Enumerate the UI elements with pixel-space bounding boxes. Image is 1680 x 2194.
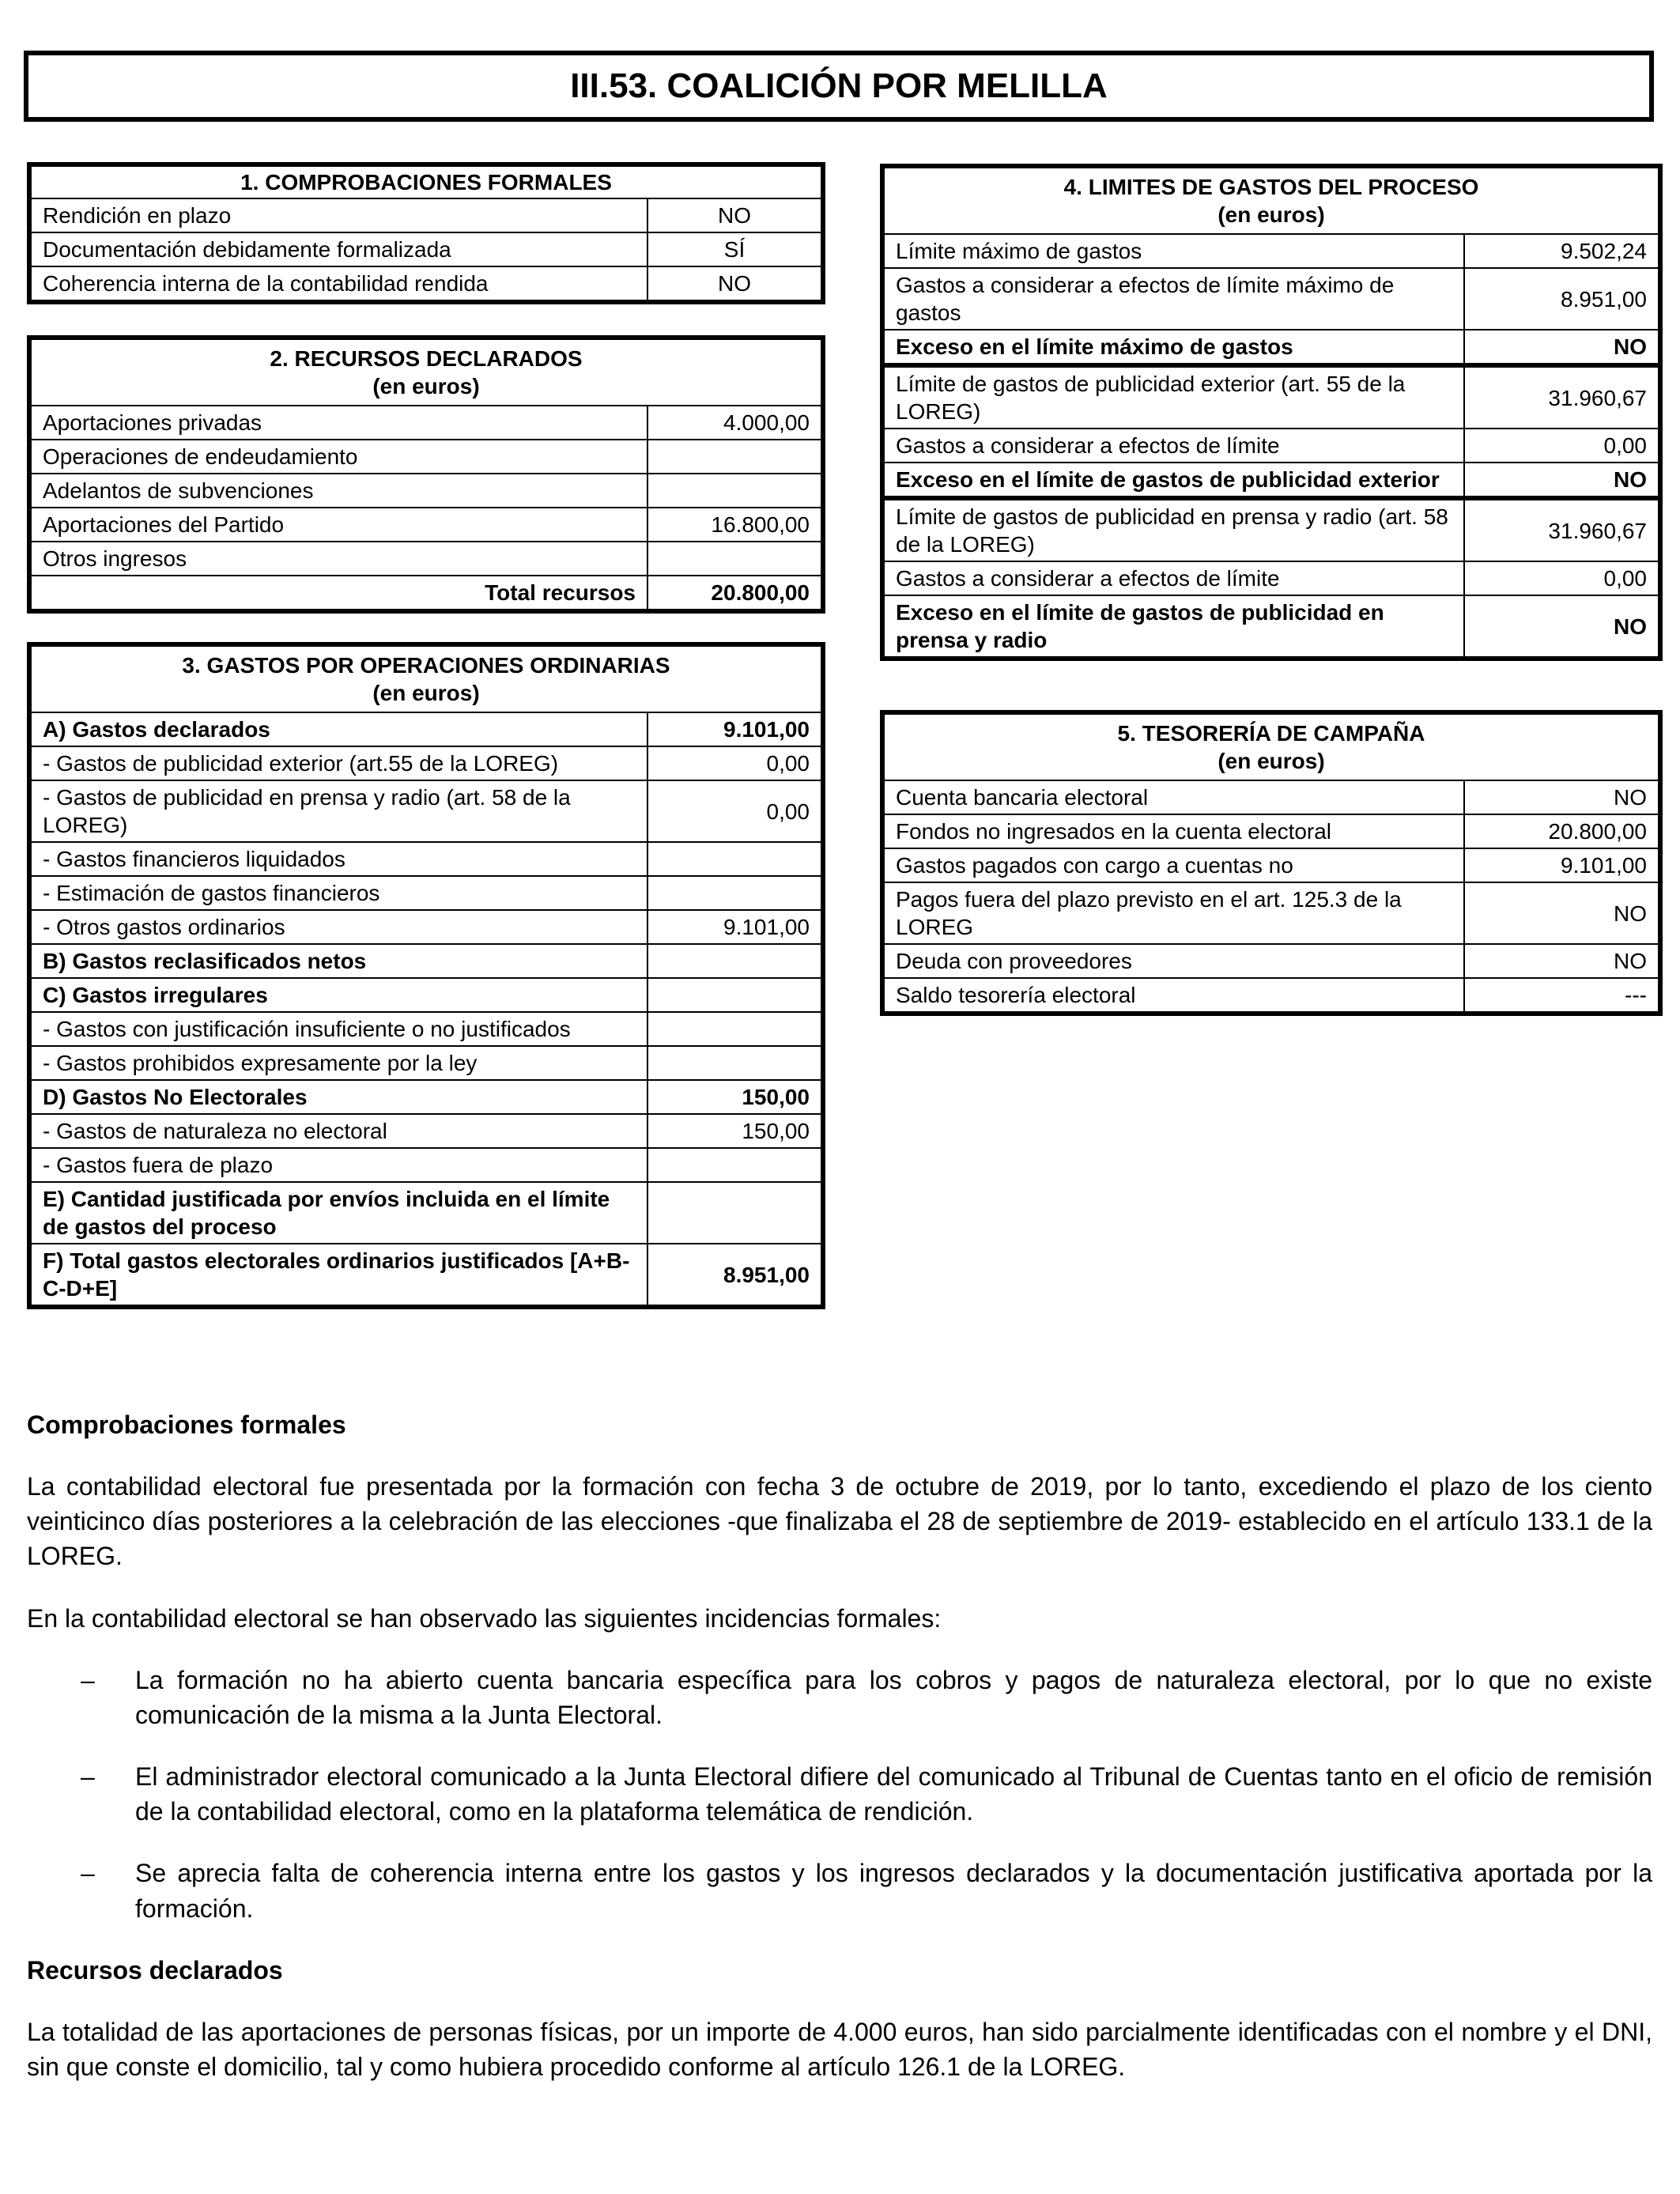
row-value: 0,00 [647, 746, 823, 780]
row-label: Saldo tesorería electoral [882, 978, 1464, 1014]
dash-bullet: – [81, 1859, 95, 1888]
dash-bullet: – [81, 1665, 95, 1694]
table-row [29, 1148, 823, 1182]
table-heading: 5. TESORERÍA DE CAMPAÑA [1117, 721, 1425, 746]
row-value: NO [1464, 595, 1660, 659]
table-row [882, 330, 1660, 365]
row-value: 4.000,00 [647, 406, 823, 440]
row-value: NO [1464, 944, 1660, 978]
row-label: Pagos fuera del plazo previsto en el art. 125.3 de la LOREG [882, 882, 1464, 944]
row-value: 16.800,00 [647, 508, 823, 542]
row-value [647, 876, 823, 910]
row-label: E) Cantidad justificada por envíos incluida en el límite de gastos del proceso [29, 1182, 647, 1244]
row-label: F) Total gastos electorales ordinarios justificados [A+B-C-D+E] [29, 1244, 647, 1307]
table-row [882, 365, 1660, 429]
formal-checks-table [27, 162, 825, 304]
ordinary-expenses-table [27, 642, 825, 1309]
table-row [29, 440, 823, 474]
table-row [29, 406, 823, 440]
incidents-list [27, 1663, 1652, 1926]
row-value: 8.951,00 [1464, 268, 1660, 330]
row-label: - Gastos financieros liquidados [29, 842, 647, 876]
row-value: 31.960,67 [1464, 365, 1660, 429]
row-label: Operaciones de endeudamiento [29, 440, 647, 474]
row-label: Aportaciones privadas [29, 406, 647, 440]
row-label: Otros ingresos [29, 542, 647, 576]
table-row [882, 234, 1660, 268]
row-value: NO [1464, 780, 1660, 814]
list-item-text: El administrador electoral comunicado a la Junta Electoral difiere del comunicado al Tribunal de Cuentas tanto en el oficio de remisión de la contabilidad electoral, como en la plataforma telemática de rendición. [135, 1762, 1652, 1826]
row-value [647, 842, 823, 876]
table-row [882, 814, 1660, 848]
row-value: 8.951,00 [647, 1244, 823, 1307]
row-value: NO [1464, 463, 1660, 498]
table-heading: 3. GASTOS POR OPERACIONES ORDINARIAS [182, 653, 670, 678]
row-label: Exceso en el límite máximo de gastos [882, 330, 1464, 365]
row-label: Deuda con proveedores [882, 944, 1464, 978]
table-row [882, 978, 1660, 1014]
row-value: 9.101,00 [647, 910, 823, 944]
body-text [27, 1407, 1652, 2111]
table-row [882, 268, 1660, 330]
row-label: Aportaciones del Partido [29, 508, 647, 542]
row-label: - Gastos prohibidos expresamente por la ley [29, 1046, 647, 1080]
row-label: Límite máximo de gastos [882, 234, 1464, 268]
table-heading: 4. LIMITES DE GASTOS DEL PROCESO [1063, 175, 1479, 199]
paragraph: La contabilidad electoral fue presentada por la formación con fecha 3 de octubre de 2019, por lo tanto, excediendo el plazo de los ciento veinticinco días posteriores a la celebración de las elecciones -que finalizaba el 28 de septiembre de 2019- establecido en el artículo 133.1 de la LOREG. [27, 1472, 1652, 1571]
table-row [882, 944, 1660, 978]
row-label: Gastos a considerar a efectos de límite máximo de gastos [882, 268, 1464, 330]
row-value [647, 1012, 823, 1046]
list-item [27, 1856, 1652, 1925]
table-row [882, 780, 1660, 814]
table-subheading: (en euros) [372, 681, 480, 705]
table-row [29, 876, 823, 910]
row-value: 31.960,67 [1464, 498, 1660, 561]
dash-bullet: – [81, 1762, 95, 1792]
row-value: 150,00 [647, 1080, 823, 1114]
row-value: NO [1464, 330, 1660, 365]
table-row [29, 266, 823, 302]
row-value: 20.800,00 [1464, 814, 1660, 848]
row-label: Documentación debidamente formalizada [29, 232, 647, 266]
row-label: Fondos no ingresados en la cuenta electoral [882, 814, 1464, 848]
row-label: - Gastos fuera de plazo [29, 1148, 647, 1182]
row-value [647, 474, 823, 508]
row-label: - Gastos de naturaleza no electoral [29, 1114, 647, 1148]
row-label: Límite de gastos de publicidad en prensa y radio (art. 58 de la LOREG) [882, 498, 1464, 561]
row-value [647, 944, 823, 978]
row-value [647, 542, 823, 576]
row-label: - Estimación de gastos financieros [29, 876, 647, 910]
table-row [29, 842, 823, 876]
row-label: A) Gastos declarados [29, 712, 647, 746]
table-row [29, 780, 823, 842]
table-heading: 1. COMPROBACIONES FORMALES [29, 164, 823, 198]
table-row [29, 474, 823, 508]
total-row [29, 576, 823, 611]
row-value: 150,00 [647, 1114, 823, 1148]
row-value: NO [647, 198, 823, 232]
row-value: NO [647, 266, 823, 302]
row-label: C) Gastos irregulares [29, 978, 647, 1012]
row-value [647, 978, 823, 1012]
table-subheading: (en euros) [1218, 202, 1325, 227]
table-row [29, 232, 823, 266]
row-value: 9.502,24 [1464, 234, 1660, 268]
list-item [27, 1759, 1652, 1829]
table-subheading: (en euros) [1218, 749, 1325, 773]
row-value [647, 1182, 823, 1244]
table-row [29, 1080, 823, 1114]
paragraph: En la contabilidad electoral se han observado las siguientes incidencias formales: [27, 1603, 942, 1633]
list-item-text: La formación no ha abierto cuenta bancaria específica para los cobros y pagos de naturaleza electoral, por lo que no existe comunicación de la misma a la Junta Electoral. [135, 1665, 1652, 1729]
row-label: Gastos pagados con cargo a cuentas no [882, 848, 1464, 882]
list-item [27, 1663, 1652, 1732]
row-label: Gastos a considerar a efectos de límite [882, 561, 1464, 595]
row-label: Adelantos de subvenciones [29, 474, 647, 508]
row-label: D) Gastos No Electorales [29, 1080, 647, 1114]
table-row [29, 1244, 823, 1307]
section-heading-formal-checks: Comprobaciones formales [27, 1410, 346, 1439]
table-row [29, 746, 823, 780]
table-row [882, 463, 1660, 498]
row-label: Cuenta bancaria electoral [882, 780, 1464, 814]
section-heading-declared-resources: Recursos declarados [27, 1955, 283, 1984]
table-row [882, 429, 1660, 463]
row-value: 0,00 [1464, 561, 1660, 595]
table-row [29, 1182, 823, 1244]
table-row [29, 712, 823, 746]
table-row [882, 561, 1660, 595]
row-label: Gastos a considerar a efectos de límite [882, 429, 1464, 463]
table-row [882, 882, 1660, 944]
list-item-text: Se aprecia falta de coherencia interna entre los gastos y los ingresos declarados y la documentación justificativa aportada por la formación. [135, 1859, 1652, 1923]
table-row [29, 910, 823, 944]
row-value: SÍ [647, 232, 823, 266]
row-label: - Gastos con justificación insuficiente o no justificados [29, 1012, 647, 1046]
row-label: Rendición en plazo [29, 198, 647, 232]
row-value [647, 1148, 823, 1182]
row-label: B) Gastos reclasificados netos [29, 944, 647, 978]
row-value [647, 1046, 823, 1080]
table-row [29, 1046, 823, 1080]
row-label: Exceso en el límite de gastos de publicidad en prensa y radio [882, 595, 1464, 659]
page-title: III.53. COALICIÓN POR MELILLA [24, 51, 1654, 122]
row-label: Límite de gastos de publicidad exterior (art. 55 de la LOREG) [882, 365, 1464, 429]
table-row [29, 978, 823, 1012]
row-value: 0,00 [1464, 429, 1660, 463]
row-value: 0,00 [647, 780, 823, 842]
row-value: --- [1464, 978, 1660, 1014]
table-row [882, 498, 1660, 561]
expense-limits-table [880, 164, 1663, 661]
row-label: Coherencia interna de la contabilidad rendida [29, 266, 647, 302]
total-label: Total recursos [29, 576, 647, 611]
row-label: Exceso en el límite de gastos de publicidad exterior [882, 463, 1464, 498]
table-row [29, 944, 823, 978]
declared-resources-table [27, 335, 825, 614]
row-label: - Gastos de publicidad exterior (art.55 de la LOREG) [29, 746, 647, 780]
table-row [29, 508, 823, 542]
row-value: 9.101,00 [647, 712, 823, 746]
table-row [29, 542, 823, 576]
row-value: 9.101,00 [1464, 848, 1660, 882]
campaign-treasury-table [880, 710, 1663, 1016]
table-row [29, 1012, 823, 1046]
table-row [29, 1114, 823, 1148]
row-label: - Gastos de publicidad en prensa y radio (art. 58 de la LOREG) [29, 780, 647, 842]
total-value: 20.800,00 [647, 576, 823, 611]
table-subheading: (en euros) [372, 374, 480, 398]
table-row [882, 595, 1660, 659]
table-heading: 2. RECURSOS DECLARADOS [270, 346, 583, 371]
table-row [29, 198, 823, 232]
row-value [647, 440, 823, 474]
row-label: - Otros gastos ordinarios [29, 910, 647, 944]
paragraph: La totalidad de las aportaciones de personas físicas, por un importe de 4.000 euros, han sido parcialmente identificadas con el nombre y el DNI, sin que conste el domicilio, tal y como hubiera procedido conforme al artículo 126.1 de la LOREG. [27, 2017, 1652, 2082]
row-value: NO [1464, 882, 1660, 944]
table-row [882, 848, 1660, 882]
